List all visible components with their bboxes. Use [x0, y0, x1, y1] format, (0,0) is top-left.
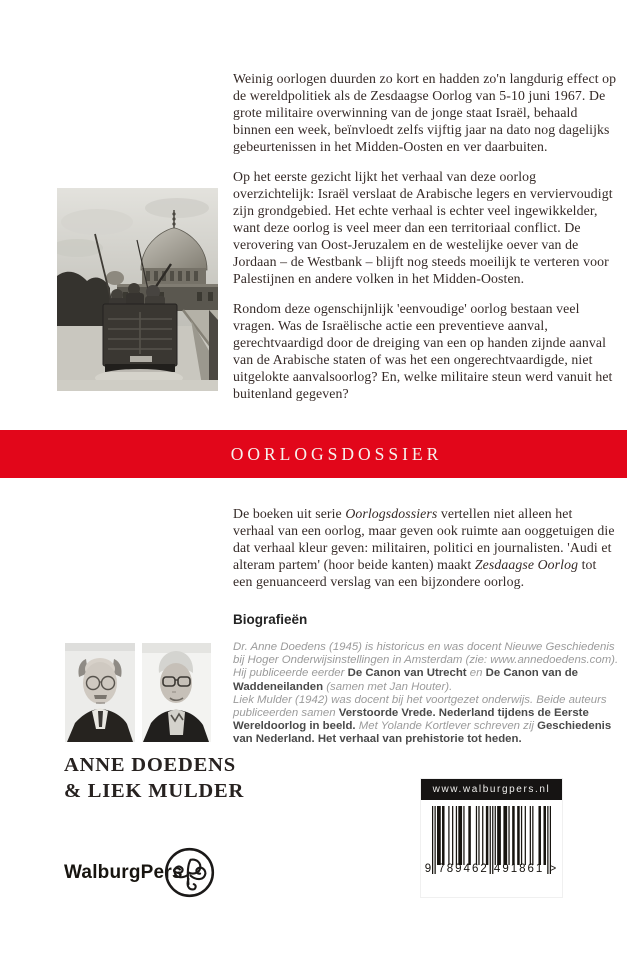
series-banner	[0, 430, 627, 478]
author-name-line1: ANNE DOEDENS	[64, 754, 236, 776]
isbn-number: 9 789462 491861 >	[424, 863, 559, 875]
cover-photo-six-day-war	[57, 188, 218, 391]
intro-paragraph-3: Rondom deze ogenschijnlijk 'eenvoudige' oorlog bestaan veel vragen. Was de Israëlische actie een preventieve aanval, gerechtvaardigd door de dreiging van een op handen zijnde aanval van de Arabische staten of was het een ongerechtvaardigde, niet uitgelokte aanvalsoorlog? En, welke militaire steun werd vanuit het buitenland gegeven?	[233, 301, 613, 401]
portrait-anne-doedens-illustration	[65, 643, 135, 742]
publisher-website: www.walburgpers.nl	[421, 779, 562, 800]
biographies-heading: Biografieën	[233, 612, 308, 627]
author-names	[64, 752, 245, 804]
walburgpers-emblem-icon	[163, 846, 216, 899]
series-title: OORLOGSDOSSIER	[230, 443, 443, 464]
portrait-liek-mulder-illustration	[142, 643, 211, 742]
bio-anne-doedens: Dr. Anne Doedens (1945) is historicus en was docent Nieuwe Geschiedenis bij Hoger Onderwijsinstellingen in Amsterdam (zie: www.annedoedens.com). Hij publiceerde eerder De Canon van Utrecht en De Canon van de Waddeneilanden (samen met Jan Houter).	[233, 641, 619, 693]
author-name-line2: & LIEK MULDER	[64, 780, 245, 802]
barcode-block	[420, 778, 563, 898]
war-photo-illustration	[57, 188, 218, 391]
series-description: De boeken uit serie Oorlogsdossiers vertellen niet alleen het verhaal van een oorlog, maar geven ook ruimte aan ooggetuigen die dat verhaal kleur geven: militairen, politici en journalisten. 'Audi et alteram partem' (hoor beide kanten) maakt Zesdaagse Oorlog tot een genuanceerd verslag van een bijzondere oorlog.	[233, 506, 615, 589]
intro-paragraph-1: Weinig oorlogen duurden zo kort en hadden zo'n langdurig effect op de wereldpolitiek als de Zesdaagse Oorlog van 5-10 juni 1967. De grote militaire overwinning van de jonge staat Israël, behaald binnen een week, beïnvloedt zelfs vijftig jaar na dato nog dagelijks gebeurtenissen in het Midden-Oosten en ver daarbuiten.	[233, 71, 617, 154]
bio-liek-mulder: Liek Mulder (1942) was docent bij het voortgezet onderwijs. Beide auteurs publiceerden samen Verstoorde Vrede. Nederland tijdens de Eerste Wereldoorlog in beeld. Met Yolande Kortlever schreven zij Geschiedenis van Nederland. Het verhaal van prehistorie tot heden.	[233, 693, 612, 746]
publisher-name: WalburgPers	[64, 862, 183, 883]
intro-paragraph-2: Op het eerste gezicht lijkt het verhaal van deze oorlog overzichtelijk: Israël verslaat de Arabische legers en verviervoudigt zijn grondgebied. Het echte verhaal is echter veel ingewikkelder, want deze oorlog is veel meer dan een territoriaal conflict. De verovering van Oost-Jeruzalem en de westelijke oever van de Jordaan – de Westbank – blijft nog steeds moeilijk te verteren voor Palestijnen en andere volken in het Midden-Oosten.	[233, 169, 613, 286]
author-photo-liek-mulder	[142, 643, 211, 742]
author-photo-anne-doedens	[65, 643, 135, 742]
intro-text-block	[233, 70, 617, 415]
biographies-text	[233, 641, 623, 747]
